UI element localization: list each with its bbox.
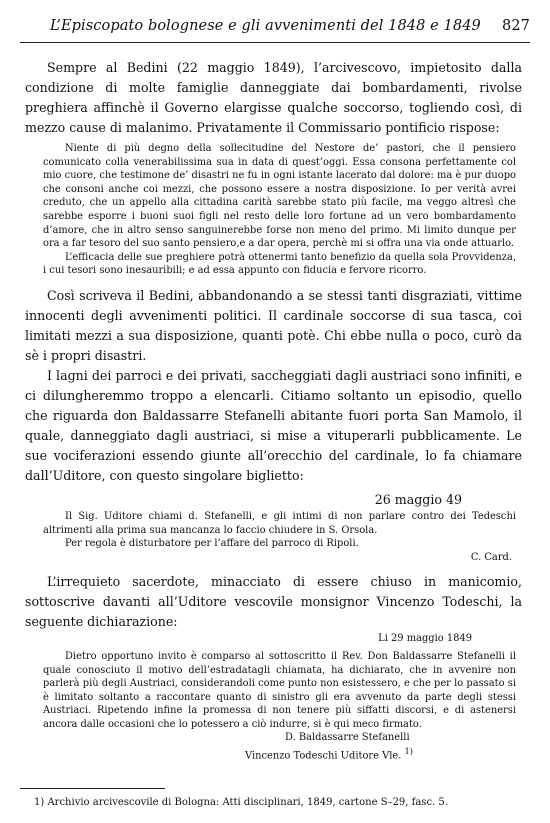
paragraph-2: Così scriveva il Bedini, abbandonando a se stessi tanti disgraziati, vittime innocenti degli avvenimenti politici. Il cardinale soccorse di sua tasca, coi limitati mezzi a sua disposizione, quanti potè. Chi ebbe nulla o poco, curò da sè i propri disastri. bbox=[25, 287, 522, 363]
running-title: L’Episcopato bolognese e gli avvenimenti del 1848 e 1849 bbox=[50, 18, 481, 34]
signature-todeschi bbox=[245, 745, 522, 763]
signature-stefanelli: D. Baldassarre Stefanelli bbox=[285, 732, 410, 744]
main-text bbox=[25, 58, 522, 763]
paragraph-3: I lagni dei parroci e dei privati, saccheggiati dagli austriaci sono infiniti, e ci dilungheremmo troppo a elencarli. Citiamo soltanto un episodio, quello che riguarda don Baldassarre Stefanelli abitante fuori porta San Mamolo, il quale, danneggiato dagli austriaci, si mise a vituperarli pubblicamente. Le sue vociferazioni essendo giunte all’orecchio del cardinale, lo fa chiamare dall’Uditore, con questo singolare biglietto: bbox=[25, 367, 522, 483]
note-date: 26 maggio 49 bbox=[374, 491, 462, 507]
footnote bbox=[34, 796, 522, 809]
running-header bbox=[20, 14, 530, 36]
paragraph-1: Sempre al Bedini (22 maggio 1849), l’arcivescovo, impietosito dalla condizione di molte famiglie danneggiate dai bombardamenti, rivolse preghiera affinchè il Governo elargisse qualche soccorso, togliendo così, di mezzo cause di malanimo. Privatamente il Commissario pontificio rispose: bbox=[25, 60, 522, 135]
cardinal-note-2: Per regola è disturbatore per l’affare del parroco di Ripoli. bbox=[65, 538, 359, 550]
signature-todeschi-name: Vincenzo Todeschi Uditore Vle. bbox=[245, 750, 402, 762]
footnote-ref: 1) bbox=[404, 746, 413, 757]
page-number: 827 bbox=[502, 18, 530, 34]
cardinal-signature: C. Card. bbox=[470, 551, 512, 563]
quote-bedini-2: L’efficacia delle sue preghiere potrà ottenermi tanto benefizio da quella sola Provvidenza, i cui tesori sono inesauribili; e ad essa appunto con fiducia e fervore ricorro. bbox=[43, 251, 516, 277]
declaration-date: Li 29 maggio 1849 bbox=[378, 633, 472, 645]
footnote-marker: 1) bbox=[34, 797, 45, 808]
declaration-text: Dietro opportuno invito è comparso al sottoscritto il Rev. Don Baldassarre Stefanelli il quale conosciuto il motivo dell’estradatagli chiamata, ha dichiarato, che in avvenire non parlerà più degli Austriaci, considerandoli come punto non esistessero, e che per lo passato si è limitato soltanto a raccontare quanto di sinistro gli era avvenuto da parte degli stessi Austriaci. Ripetendo infine la promessa di non tenere più siffatti discorsi, e di astenersi ancora dalle occasioni che lo potessero a ciò indurre, si è qui meco firmato. bbox=[43, 650, 516, 730]
header-rule bbox=[20, 42, 530, 43]
cardinal-note: Il Sig. Uditore chiami d. Stefanelli, e gli intimi di non parlare contro dei Tedeschi altrimenti alla prima sua mancanza lo faccio chiudere in S. Orsola. bbox=[43, 510, 516, 536]
paragraph-4: L’irrequieto sacerdote, minacciato di essere chiuso in manicomio, sottoscrive davanti all’Uditore vescovile monsignor Vincenzo Todeschi, la seguente dichiarazione: bbox=[25, 574, 522, 630]
quote-bedini-1: Niente di più degno della sollecitudine del Nestore de’ pastori, che il pensiero comunicato colla venerabilissima sua in data di quest’oggi. Essa consona perfettamente col mio cuore, che testimone de’ disastri ne fu in ogni istante lacerato dal dolore: ma è pur duopo che consoni anche coi mezzi, che possono essere a nostra disposizione. Io per verità avrei creduto, che un appello alla cittadina carità sarebbe stato più facile, ma veggo altresì che sarebbe esporre i buoni suoi figli nel resto delle loro fortune ad un vero bombardamento d’amore, che in altro senso sanguinerebbe forse non meno del primo. Mi limito dunque per ora a far tesoro del suo santo pensiero,e a dar opera, perchè mi si offra una via onde attuarlo. bbox=[43, 143, 516, 250]
footnote-rule bbox=[20, 788, 165, 789]
footnote-text: Archivio arcivescovile di Bologna: Atti disciplinari, 1849, cartone S–29, fasc. 5. bbox=[47, 797, 448, 808]
